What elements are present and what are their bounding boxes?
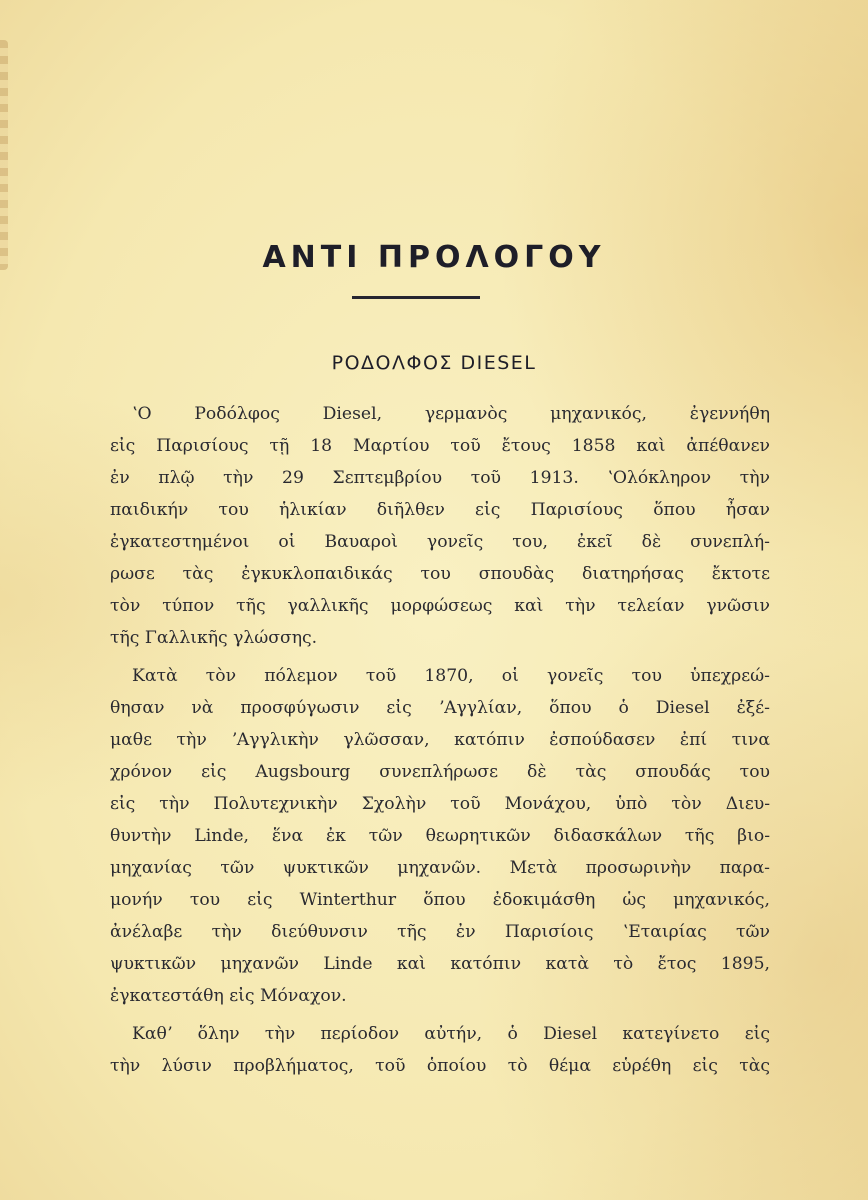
page-edge-wear — [0, 40, 8, 270]
text-line: μαθε τὴν ʼΑγγλικὴν γλῶσσαν, κατόπιν ἐσπούδασεν ἐπί τινα — [110, 730, 770, 750]
title-underline-divider — [352, 296, 480, 299]
paragraph-3 — [110, 1018, 770, 1082]
text-line: ʽΟ Ροδόλφος Diesel, γερμανὸς μηχανικός, ἐγεννήθη — [132, 404, 770, 424]
text-line: ρωσε τὰς ἐγκυκλοπαιδικάς του σπουδὰς διατηρήσας ἔκτοτε — [110, 564, 770, 584]
text-line: ψυκτικῶν μηχανῶν Linde καὶ κατόπιν κατὰ τὸ ἔτος 1895, — [110, 954, 770, 974]
chapter-title: ΑΝΤΙ ΠΡΟΛΟΓΟΥ — [262, 240, 606, 275]
text-line: ἀνέλαβε τὴν διεύθυνσιν τῆς ἐν Παρισίοις ʽΕταιρίας τῶν — [110, 922, 770, 942]
paragraph-1 — [110, 398, 770, 654]
paragraph-2 — [110, 660, 770, 1012]
body-text — [110, 398, 770, 1082]
text-line: εἰς τὴν Πολυτεχνικὴν Σχολὴν τοῦ Μονάχου, ὑπὸ τὸν Διευ- — [110, 794, 770, 814]
text-line: θησαν νὰ προσφύγωσιν εἰς ʼΑγγλίαν, ὅπου ὁ Diesel ἐξέ- — [110, 698, 770, 718]
text-line: ἐγκατεστάθη εἰς Μόναχον. — [110, 986, 347, 1006]
text-line: τὴν λύσιν προβλήματος, τοῦ ὁποίου τὸ θέμα εὑρέθη εἰς τὰς — [110, 1056, 770, 1076]
text-line: χρόνον εἰς Augsbourg συνεπλήρωσε δὲ τὰς σπουδάς του — [110, 762, 770, 782]
text-line: ἐν πλῷ τὴν 29 Σεπτεμβρίου τοῦ 1913. ʽΟλόκληρον τὴν — [110, 468, 770, 488]
text-line: μονήν του εἰς Winterthur ὅπου ἐδοκιμάσθη ὡς μηχανικός, — [110, 890, 770, 910]
text-line: μηχανίας τῶν ψυκτικῶν μηχανῶν. Μετὰ προσωρινὴν παρα- — [110, 858, 770, 878]
section-subtitle: ΡΟΔΟΛΦΟΣ DIESEL — [331, 352, 537, 374]
text-line: τὸν τύπον τῆς γαλλικῆς μορφώσεως καὶ τὴν τελείαν γνῶσιν — [110, 596, 770, 616]
text-line: παιδικήν του ἡλικίαν διῆλθεν εἰς Παρισίους ὅπου ἦσαν — [110, 500, 770, 520]
text-line: Κατὰ τὸν πόλεμον τοῦ 1870, οἱ γονεῖς του ὑπεχρεώ- — [132, 666, 770, 686]
text-line: θυντὴν Linde, ἕνα ἐκ τῶν θεωρητικῶν διδασκάλων τῆς βιο- — [110, 826, 770, 846]
text-line: τῆς Γαλλικῆς γλώσσης. — [110, 628, 318, 648]
text-line: Καθʼ ὅλην τὴν περίοδον αὐτήν, ὁ Diesel κατεγίνετο εἰς — [132, 1024, 770, 1044]
text-line: εἰς Παρισίους τῇ 18 Μαρτίου τοῦ ἔτους 1858 καὶ ἀπέθανεν — [110, 436, 770, 456]
text-line: ἐγκατεστημένοι οἱ Βαυαροὶ γονεῖς του, ἐκεῖ δὲ συνεπλή- — [110, 532, 770, 552]
